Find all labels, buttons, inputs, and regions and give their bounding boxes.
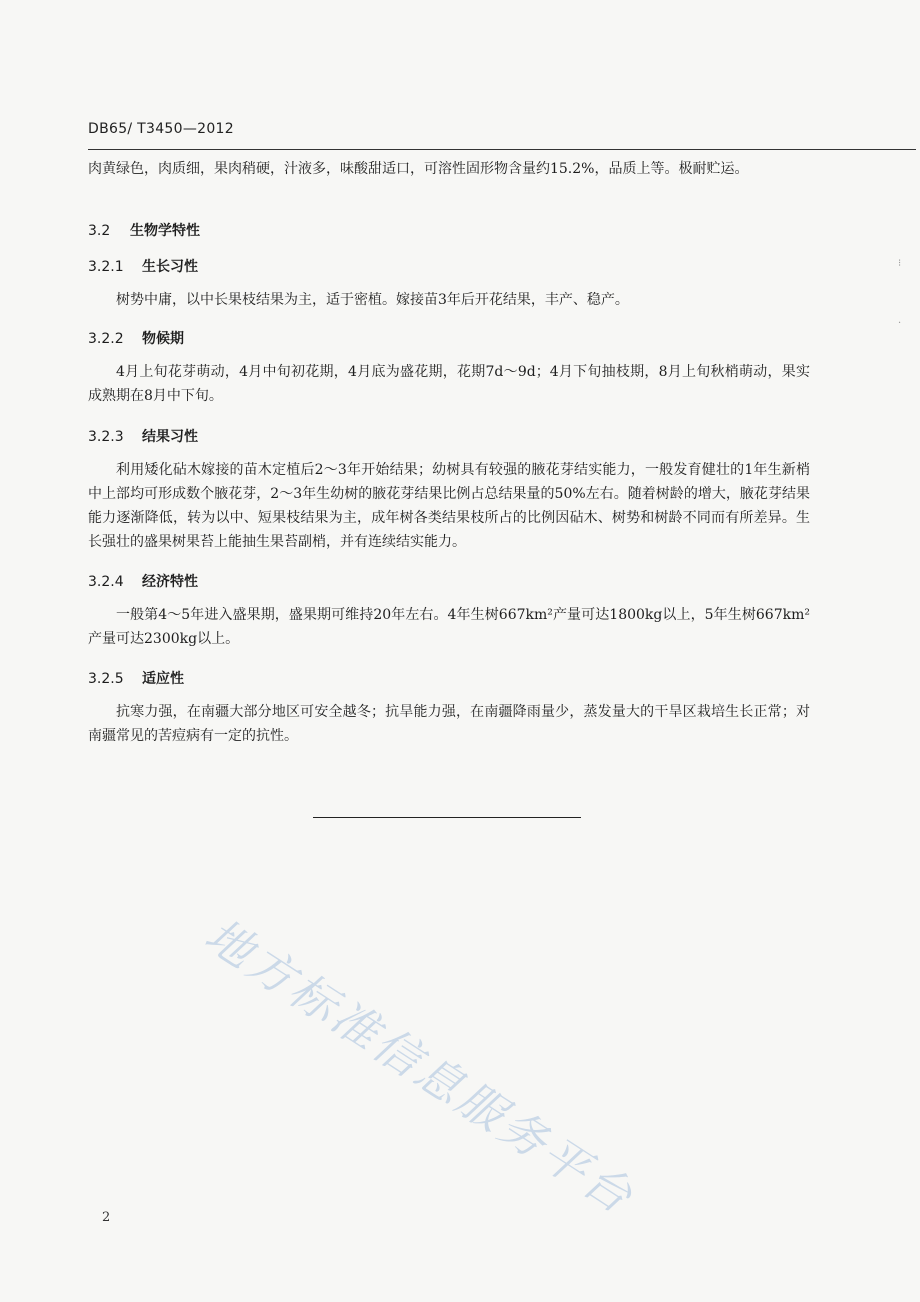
section-3-2-1-heading bbox=[88, 256, 198, 276]
end-of-document-rule bbox=[313, 817, 581, 818]
paragraph: 4月上旬花芽萌动，4月中旬初花期，4月底为盛花期，花期7d～9d；4月下旬抽枝期，8月上旬秋梢萌动，果实成熟期在8月中下旬。 bbox=[88, 364, 810, 404]
paragraph: 抗寒力强，在南疆大部分地区可安全越冬；抗旱能力强，在南疆降雨量少，蒸发量大的干旱区栽培生长正常；对南疆常见的苦痘病有一定的抗性。 bbox=[88, 704, 810, 744]
section-3-2-4-heading bbox=[88, 571, 198, 591]
section-number: 3.2.5 bbox=[88, 671, 124, 687]
section-title: 生物学特性 bbox=[130, 223, 200, 239]
section-3-2-2-body bbox=[88, 360, 810, 408]
section-title: 经济特性 bbox=[142, 574, 198, 590]
section-3-2-heading bbox=[88, 220, 200, 240]
section-3-2-3-heading bbox=[88, 426, 198, 446]
section-title: 物候期 bbox=[142, 331, 184, 347]
section-number: 3.2.3 bbox=[88, 429, 124, 445]
watermark: 地方标准信息服务平台 bbox=[195, 907, 645, 1226]
section-3-2-4-body bbox=[88, 603, 810, 651]
section-number: 3.2.1 bbox=[88, 259, 124, 275]
paragraph: 树势中庸，以中长果枝结果为主，适于密植。嫁接苗3年后开花结果，丰产、稳产。 bbox=[116, 292, 629, 308]
intro-paragraph: 肉黄绿色，肉质细，果肉稍硬，汁液多，味酸甜适口，可溶性固形物含量约15.2%，品质上等。极耐贮运。 bbox=[88, 161, 749, 177]
page-number: 2 bbox=[102, 1210, 111, 1225]
section-number: 3.2.4 bbox=[88, 574, 124, 590]
intro-paragraph-block bbox=[88, 157, 810, 181]
standard-code: DB65/ T3450—2012 bbox=[88, 121, 234, 137]
scan-mark: · bbox=[898, 318, 902, 329]
header-rule bbox=[88, 149, 916, 150]
section-title: 适应性 bbox=[142, 671, 184, 687]
section-3-2-3-body bbox=[88, 458, 810, 554]
section-3-2-5-heading bbox=[88, 668, 184, 688]
section-number: 3.2.2 bbox=[88, 331, 124, 347]
section-title: 结果习性 bbox=[142, 429, 198, 445]
paragraph: 利用矮化砧木嫁接的苗木定植后2～3年开始结果；幼树具有较强的腋花芽结实能力，一般发育健壮的1年生新梢中上部均可形成数个腋花芽，2～3年生幼树的腋花芽结果比例占总结果量的50%左右。随着树龄的增大，腋花芽结果能力逐渐降低，转为以中、短果枝结果为主，成年树各类结果枝所占的比例因砧木、树势和树龄不同而有所差异。生长强壮的盛果树果苔上能抽生果苔副梢，并有连续结实能力。 bbox=[88, 462, 810, 550]
section-number: 3.2 bbox=[88, 223, 111, 239]
scan-mark: ⁝ bbox=[898, 258, 902, 269]
paragraph: 一般第4～5年进入盛果期，盛果期可维持20年左右。4年生树667km²产量可达1800kg以上，5年生树667km²产量可达2300kg以上。 bbox=[88, 607, 810, 647]
section-3-2-2-heading bbox=[88, 328, 184, 348]
section-title: 生长习性 bbox=[142, 259, 198, 275]
section-3-2-1-body bbox=[88, 288, 810, 312]
section-3-2-5-body bbox=[88, 700, 810, 748]
